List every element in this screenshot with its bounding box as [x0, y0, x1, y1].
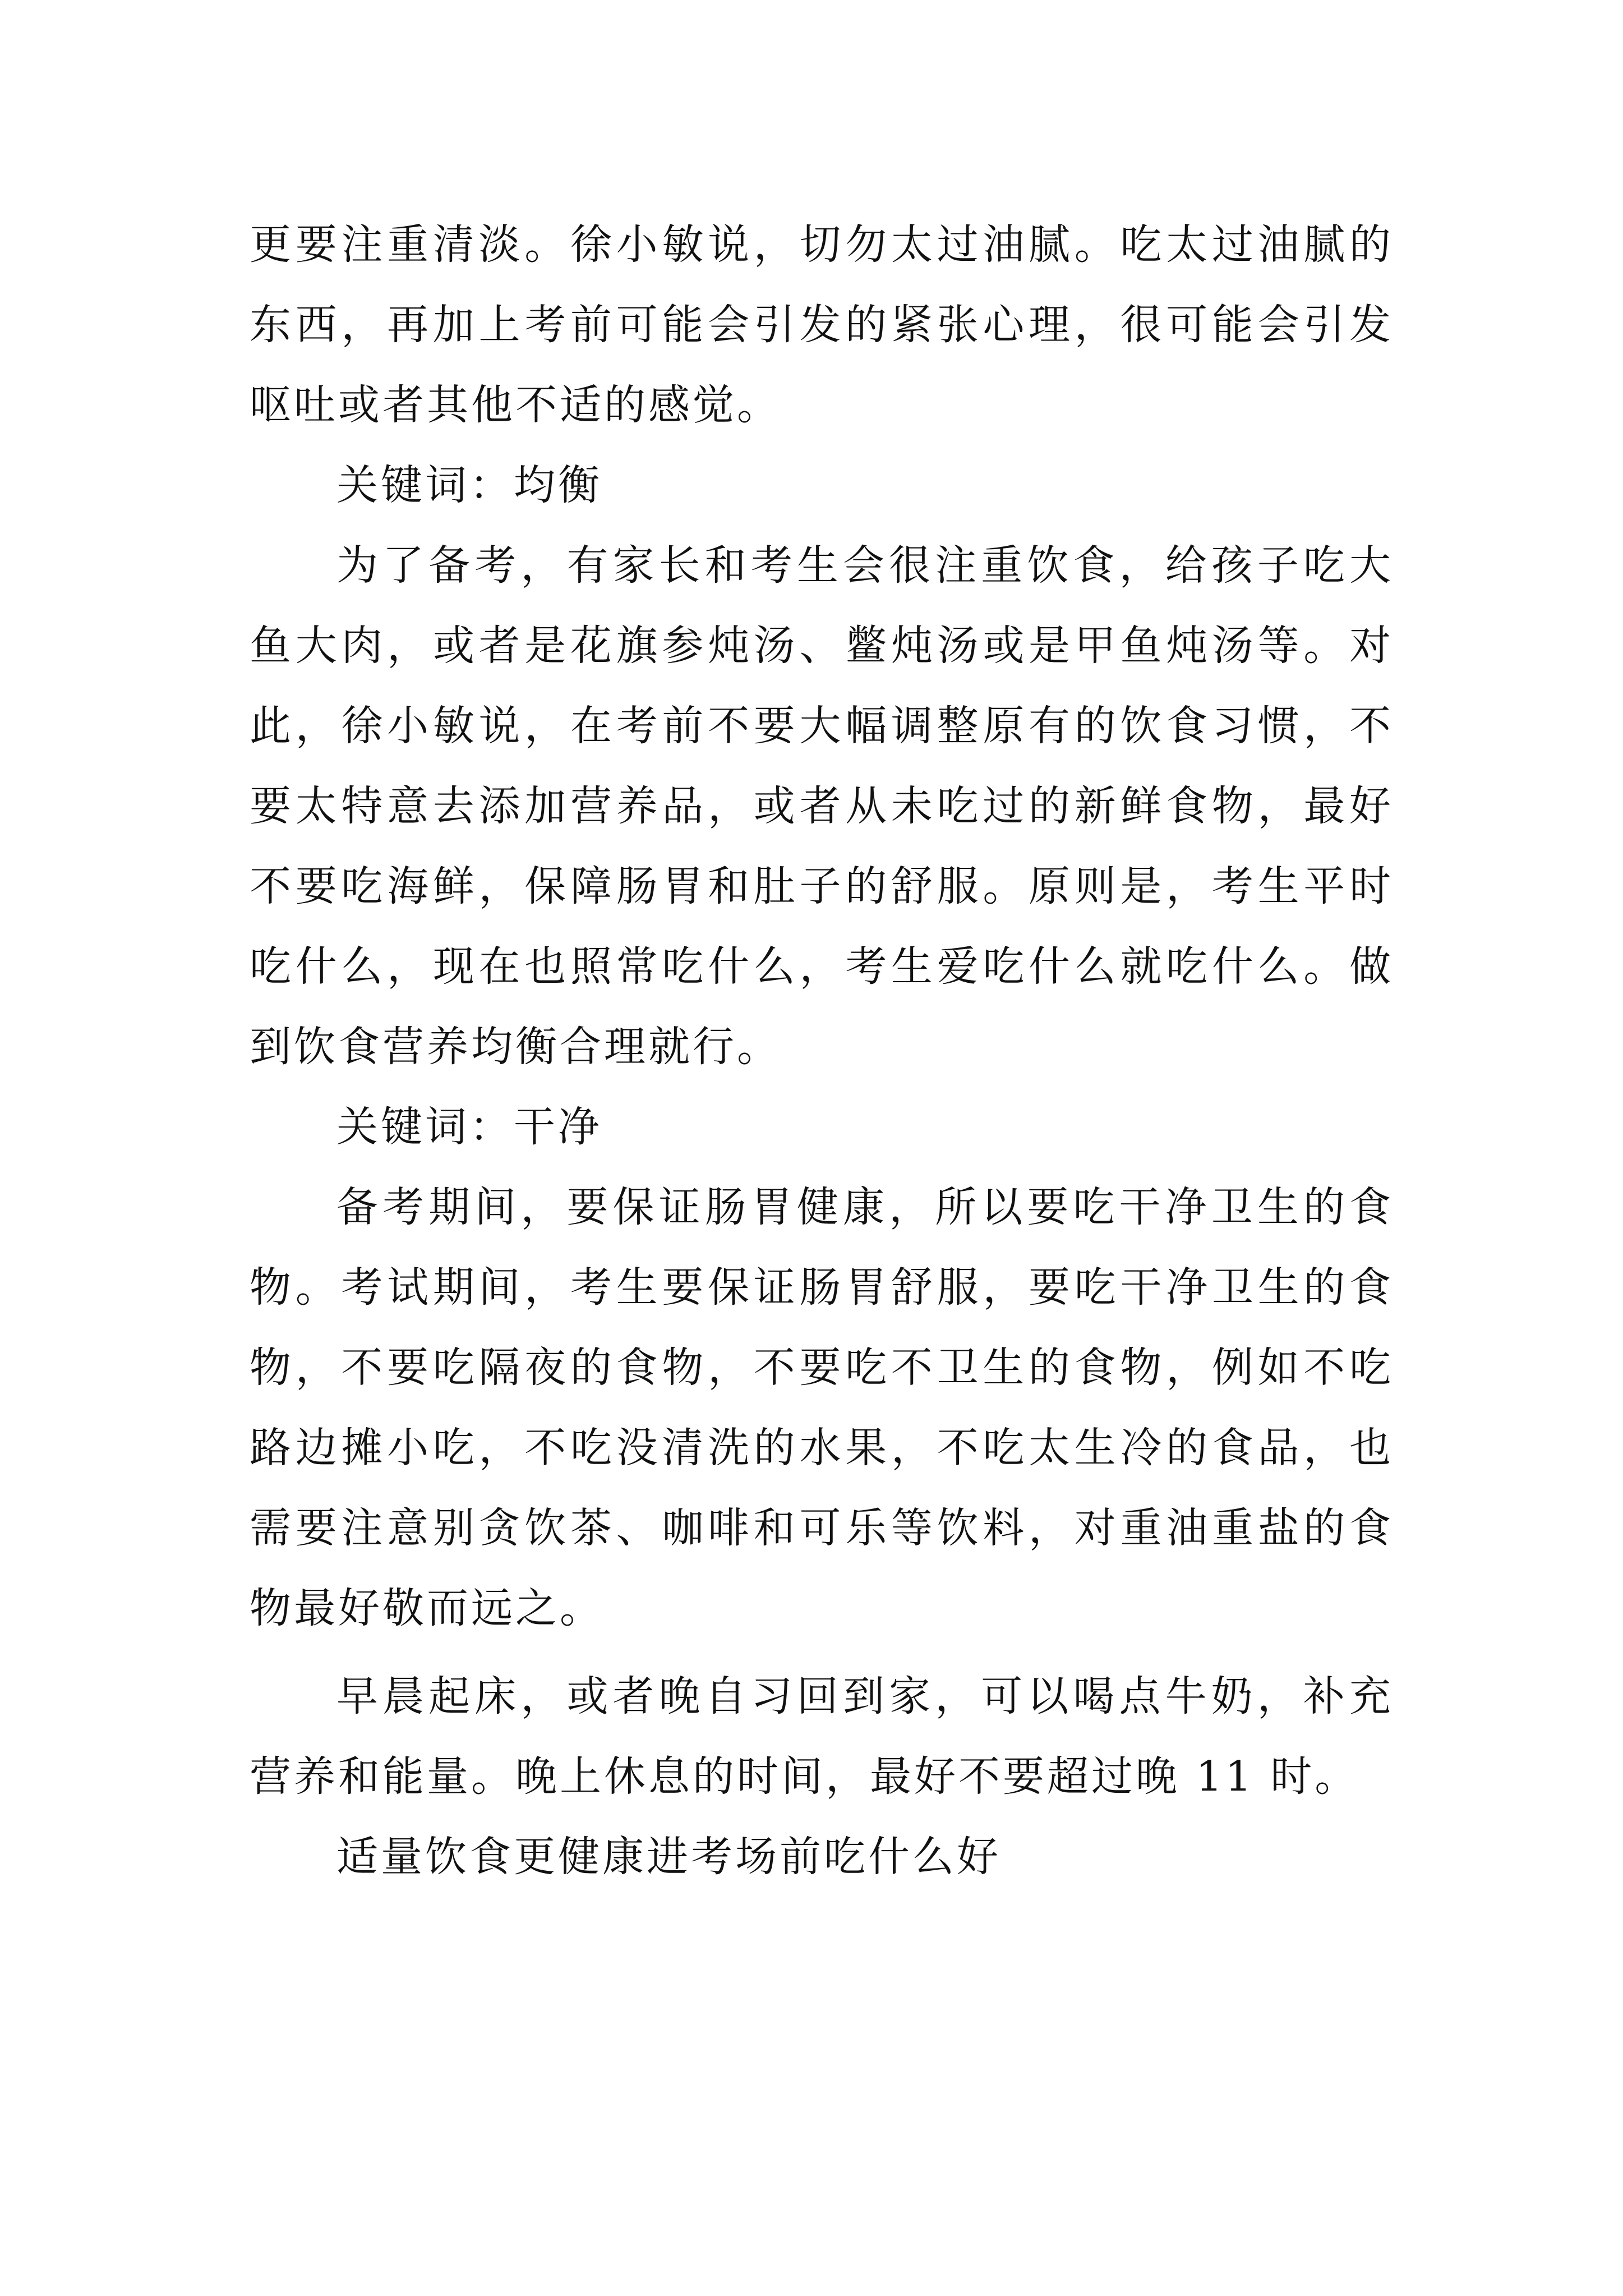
- paragraph-continuation: 更要注重清淡。徐小敏说，切勿太过油腻。吃太过油腻的东西，再加上考前可能会引发的紧张心理，很可能会引发呕吐或者其他不适的感觉。: [250, 220, 1394, 429]
- section-heading-moderate: 适量饮食更健康进考场前吃什么好: [336, 1833, 1001, 1881]
- paragraph-balance: 为了备考，有家长和考生会很注重饮食，给孩子吃大鱼大肉，或者是花旗参炖汤、鳖炖汤或是甲鱼炖汤等。对此，徐小敏说，在考前不要大幅调整原有的饮食习惯，不要太特意去添加营养品，或者从未吃过的新鲜食物，最好不要吃海鲜，保障肠胃和肚子的舒服。原则是，考生平时吃什么，现在也照常吃什么，考生爱吃什么就吃什么。做到饮食营养均衡合理就行。: [250, 541, 1394, 1071]
- paragraph-clean: 备考期间，要保证肠胃健康，所以要吃干净卫生的食物。考试期间，考生要保证肠胃舒服，要吃干净卫生的食物，不要吃隔夜的食物，不要吃不卫生的食物，例如不吃路边摊小吃，不吃没清洗的水果，不吃太生冷的食品，也需要注意别贪饮茶、咖啡和可乐等饮料，对重油重盐的食物最好敬而远之。: [250, 1183, 1394, 1632]
- section-heading-balance: 关键词：均衡: [336, 461, 602, 509]
- paragraph-milk: 早晨起床，或者晚自习回到家，可以喝点牛奶，补充营养和能量。晚上休息的时间，最好不要超过晚 11 时。: [250, 1672, 1394, 1801]
- document-body: [250, 205, 1394, 1897]
- section-heading-clean: 关键词：干净: [336, 1103, 602, 1151]
- paragraph-spacer: [250, 1649, 1394, 1657]
